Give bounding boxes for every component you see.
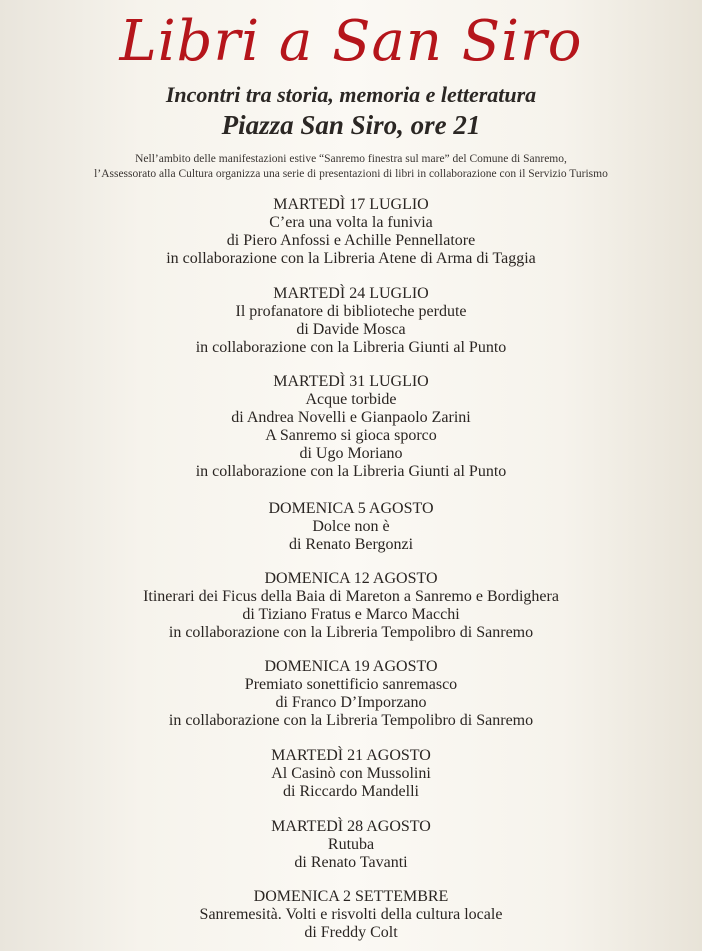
book-author: di Davide Mosca — [296, 321, 406, 338]
book-author: di Franco D’Imporzano — [275, 694, 427, 711]
event-item — [0, 888, 702, 942]
event-date: DOMENICA 5 AGOSTO — [268, 500, 434, 517]
intro-line: Nell’ambito delle manifestazioni estive “Sanremo finestra sul mare” del Comune di Sanremo, — [135, 153, 567, 165]
event-item — [0, 373, 702, 481]
event-date: DOMENICA 19 AGOSTO — [264, 658, 438, 675]
event-date: MARTEDÌ 31 LUGLIO — [273, 373, 429, 390]
book-title: Il profanatore di biblioteche perdute — [235, 303, 467, 320]
book-author: di Andrea Novelli e Gianpaolo Zarini — [231, 409, 471, 426]
collaboration-note: in collaborazione con la Libreria Giunti al Punto — [195, 339, 507, 356]
book-title: Sanremesità. Volti e risvolti della cultura locale — [199, 906, 503, 923]
book-title: Premiato sonettificio sanremasco — [244, 676, 458, 693]
event-date: MARTEDÌ 17 LUGLIO — [273, 196, 429, 213]
poster-subtitle: Incontri tra storia, memoria e letteratura — [165, 82, 537, 107]
book-title: Itinerari dei Ficus della Baia di Mareton a Sanremo e Bordighera — [143, 588, 559, 605]
book-author: di Renato Bergonzi — [288, 536, 414, 553]
book-author: di Freddy Colt — [304, 924, 398, 941]
event-item — [0, 818, 702, 872]
event-date: DOMENICA 12 AGOSTO — [264, 570, 438, 587]
intro-line: l’Assessorato alla Cultura organizza una serie di presentazioni di libri in collaborazione con il Servizio Turismo — [94, 168, 608, 180]
event-item — [0, 196, 702, 268]
event-location: Piazza San Siro, ore 21 — [221, 110, 481, 140]
book-title: Al Casinò con Mussolini — [271, 765, 431, 782]
collaboration-note: in collaborazione con la Libreria Atene di Arma di Taggia — [166, 250, 536, 267]
collaboration-note: in collaborazione con la Libreria Tempolibro di Sanremo — [168, 624, 534, 641]
book-title: Acque torbide — [305, 391, 397, 408]
book-title: C’era una volta la funivia — [269, 214, 433, 231]
event-item — [0, 500, 702, 554]
event-date: MARTEDÌ 28 AGOSTO — [271, 818, 431, 835]
book-author: di Tiziano Fratus e Marco Macchi — [242, 606, 460, 623]
collaboration-note: in collaborazione con la Libreria Giunti al Punto — [195, 463, 507, 480]
collaboration-note: in collaborazione con la Libreria Tempolibro di Sanremo — [168, 712, 534, 729]
poster-title: Libri a San Siro — [119, 9, 583, 74]
event-item — [0, 570, 702, 642]
event-date: DOMENICA 2 SETTEMBRE — [253, 888, 449, 905]
book-author: di Piero Anfossi e Achille Pennellatore — [226, 232, 476, 249]
event-item — [0, 747, 702, 801]
book-title: Dolce non è — [312, 518, 390, 535]
event-date: MARTEDÌ 24 LUGLIO — [273, 285, 429, 302]
event-item — [0, 285, 702, 357]
event-item — [0, 658, 702, 730]
book-author: di Riccardo Mandelli — [283, 783, 419, 800]
book-author: di Renato Tavanti — [294, 854, 408, 871]
book-author: di Ugo Moriano — [299, 445, 403, 462]
event-date: MARTEDÌ 21 AGOSTO — [271, 747, 431, 764]
book-title: Rutuba — [327, 836, 375, 853]
book-title: A Sanremo si gioca sporco — [265, 427, 437, 444]
intro-text — [0, 152, 702, 182]
